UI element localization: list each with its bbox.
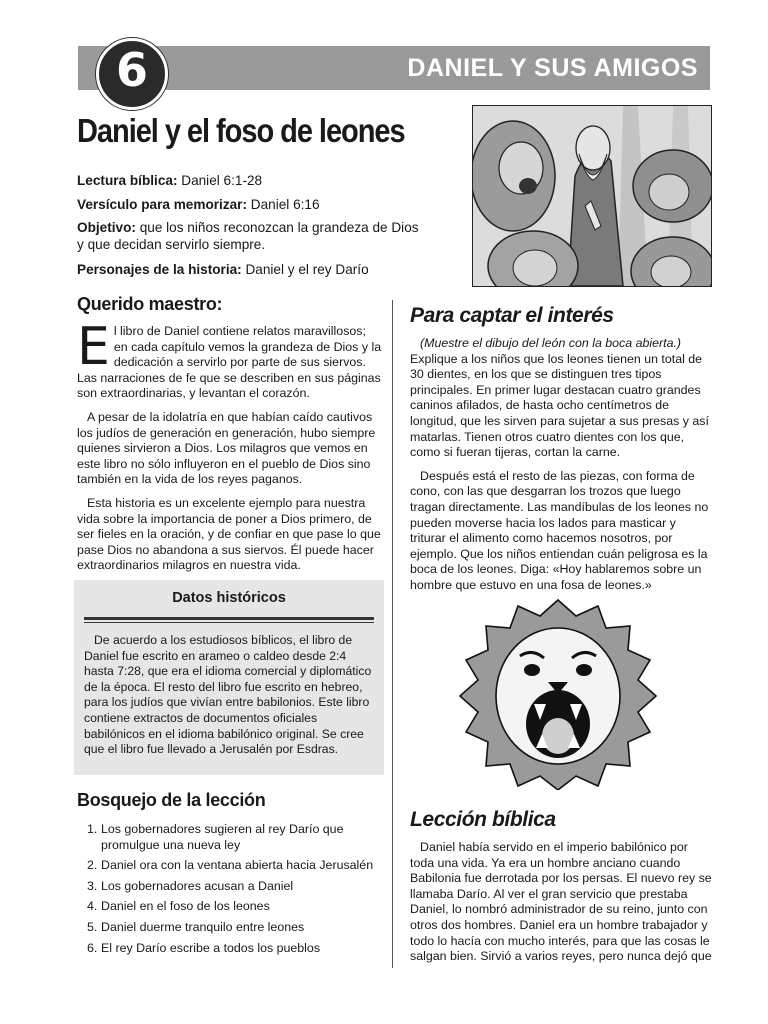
list-item: 2. Daniel ora con la ventana abierta hacia Jerusalén: [87, 858, 374, 873]
para-captar-body: [410, 336, 710, 602]
heading-rule-thin: [84, 622, 374, 623]
querido-maestro-p1: [77, 317, 382, 402]
daniel-lions-illustration: [472, 105, 712, 287]
meta-versiculo: [77, 196, 437, 213]
list-item: 1. Los gobernadores sugieren al rey Darío que promulgue una nueva ley: [87, 822, 344, 852]
p1-text: Explique a los niños que los leones tienen un total de 30 dientes, en los que se distinguen tres tipos principales. En primer lugar destacan cuatro grandes caninos afilados, de hasta ocho centímetros de longitud, que les sirven para sujetar a sus presas y así matarlas. Tienen otros cuatro dientes con los que, como si fueran tijeras, cortan la carne.: [410, 351, 709, 460]
lion-open-mouth-illustration: [458, 596, 658, 790]
querido-maestro-p3: Esta historia es un excelente ejemplo para nuestra vida sobre la importancia de poner a Dios primero, de ser fieles en la oración, y de confiar en que pase lo que pase Dios no abandona a sus siervos. Él puede hacer extraordinarios milagros en nuestra vida.: [77, 495, 381, 573]
para-captar-p1: [410, 336, 710, 461]
meta-value: Daniel 6:1-28: [177, 173, 263, 188]
meta-label: Personajes de la historia:: [77, 262, 242, 277]
datos-historicos-heading: Datos históricos: [172, 590, 286, 606]
leccion-biblica-body: [410, 840, 712, 973]
para-captar-heading: Para captar el interés: [410, 304, 614, 327]
chapter-number: 6: [115, 43, 148, 97]
list-item: 3. Los gobernadores acusan a Daniel: [87, 878, 294, 893]
meta-value: Daniel 6:16: [247, 197, 320, 212]
meta-objetivo: [77, 219, 425, 253]
instruction-italic: (Muestre el dibujo del león con la boca abierta.): [420, 336, 682, 350]
chapter-number-badge: [96, 38, 168, 110]
heading-rule: [84, 617, 374, 620]
querido-maestro-body: [77, 317, 382, 582]
meta-lectura: [77, 172, 437, 189]
meta-personajes: [77, 261, 437, 278]
meta-value: que los niños reconozcan la grandeza de Dios y que decidan servirlo siempre.: [77, 220, 419, 252]
querido-maestro-p2: A pesar de la idolatría en que habían caído cautivos los judíos de generación en generación, hubo siempre quienes sirvieron a Dios. Los milagros que vemos en este libro no sólo influyeron en el pueblo de Dios sino también en la vida de los reyes paganos.: [77, 409, 376, 487]
leccion-biblica-heading: Lección bíblica: [410, 808, 556, 831]
list-item: 4. Daniel en el foso de los leones: [87, 899, 270, 914]
list-item: 6. El rey Darío escribe a todos los pueblos: [87, 940, 321, 955]
list-item: 5. Daniel duerme tranquilo entre leones: [87, 919, 305, 934]
bosquejo-heading: Bosquejo de la lección: [77, 790, 266, 810]
series-title: DANIEL Y SUS AMIGOS: [407, 54, 698, 82]
bosquejo-list: [77, 822, 382, 961]
leccion-biblica-p1: Daniel había servido en el imperio babilónico por toda una vida. Ya era un hombre anciano cuando Babilonia fue derrotada por los persas. El nuevo rey se llamaba Darío. Al ver el gran servicio que prestaba Daniel, lo nombró administrador de su reino, junto con otros dos hombres. Daniel era un hombre trabajador y todo lo hacía con mucho interés, para que las cosas le salgan bien. Sirvió a varios reyes, pero nunca dejó que: [410, 840, 712, 964]
meta-label: Lectura bíblica:: [77, 173, 178, 188]
drop-cap: E: [77, 317, 110, 377]
datos-historicos-box: [74, 580, 384, 775]
meta-value: Daniel y el rey Darío: [241, 262, 369, 277]
para-captar-p2: Después está el resto de las piezas, con forma de cono, con las que desgarran los trozos que luego tragan directamente. Las mandíbulas de los leones no pueden moverse hacia los lados para masticar y triturar el alimento como hacemos nosotros, por ejemplo. Que los niños entiendan cuán peligrosa es la boca de los leones. Diga: «Hoy hablaremos sobre un hombre que estuvo en una fosa de leones.»: [410, 468, 709, 592]
p1-text: l libro de Daniel contiene relatos maravillosos; en cada capítulo vemos la grandeza de Dios y la dedicación a servirlo por parte de sus siervos. Las narraciones de fe que se describen en sus páginas son extraordinarias, y levantan el corazón.: [77, 324, 382, 401]
column-divider: [392, 300, 393, 968]
meta-label: Versículo para memorizar:: [77, 197, 247, 212]
querido-maestro-heading: Querido maestro:: [77, 294, 223, 314]
lesson-title: Daniel y el foso de leones: [77, 112, 405, 149]
header-banner: [78, 46, 710, 90]
datos-historicos-text: De acuerdo a los estudiosos bíblicos, el libro de Daniel fue escrito en arameo o caldeo desde 2:4 hasta 7:28, que era el idioma comercial y diplomático de la época. El resto del libro fue escrito en hebreo, para los judíos que vivían entre babilonios. Este libro contiene extractos de documentos oficiales babilónicos en el idioma babilónico original. Se cree que el libro fue llevado a Jerusalén por Esdras.: [84, 633, 372, 757]
meta-label: Objetivo:: [77, 220, 136, 235]
